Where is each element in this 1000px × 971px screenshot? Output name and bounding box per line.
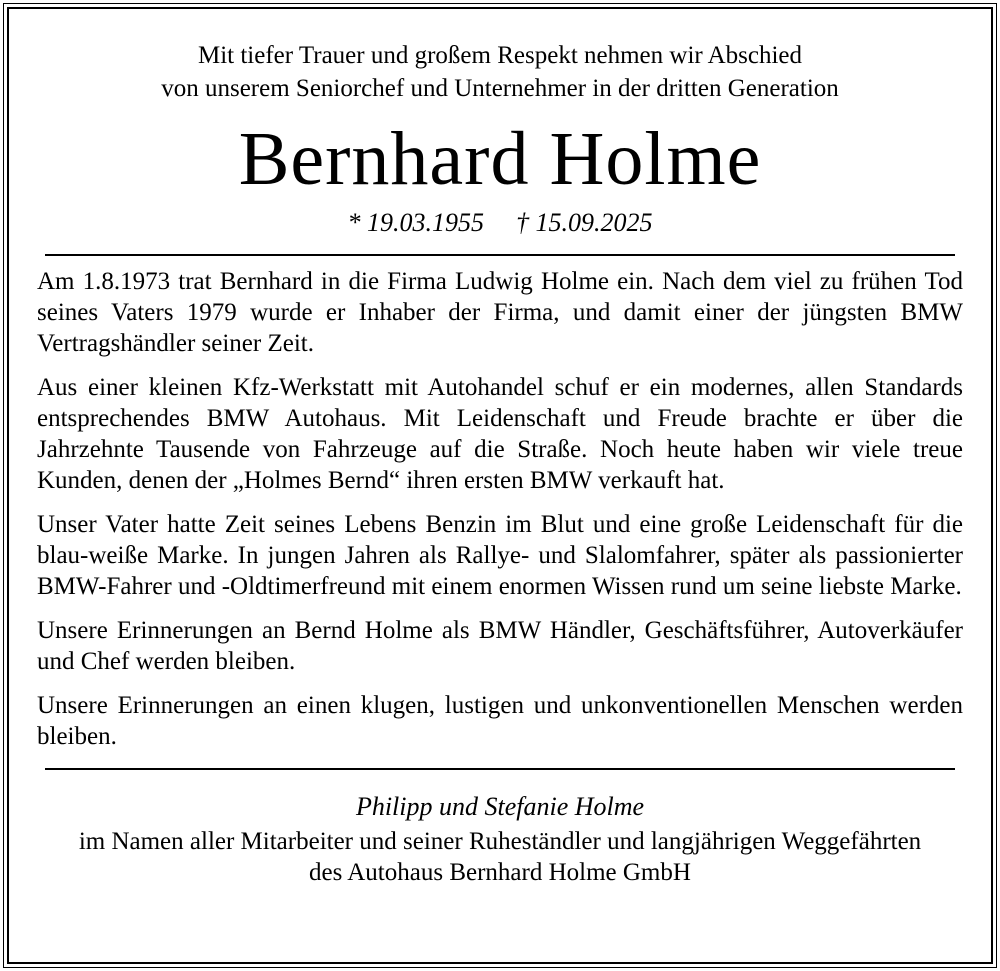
intro-line-1: Mit tiefer Trauer und großem Respekt nehmen wir Abschied [197,42,803,69]
footer-line-1: im Namen aller Mitarbeiter und seiner Ruheständler und langjährigen Weggefährten [78,828,922,855]
top-divider [45,254,955,256]
obituary-body [37,266,963,752]
outer-border [3,3,997,968]
bottom-divider [45,768,955,770]
paragraph-2: Aus einer kleinen Kfz-Werkstatt mit Autohandel schuf er ein modernes, allen Standards entsprechendes BMW Autohaus. Mit Leidenschaft und Freude brachte er über die Jahrzehnte Tausende von Fahrzeuge auf die Straße. Noch heute haben wir viele treue Kunden, denen der „Holmes Bernd“ ihren ersten BMW verkauft hat. [37,374,963,494]
paragraph-4: Unsere Erinnerungen an Bernd Holme als BMW Händler, Geschäftsführer, Autoverkäufer und Chef werden bleiben. [37,617,963,675]
paragraph-1: Am 1.8.1973 trat Bernhard in die Firma Ludwig Holme ein. Nach dem viel zu frühen Tod seines Vaters 1979 wurde er Inhaber der Firma, und damit einer der jüngsten BMW Vertragshändler seiner Zeit. [37,268,963,357]
signature-names: Philipp und Stefanie Holme [355,792,645,821]
paragraph-3: Unser Vater hatte Zeit seines Lebens Benzin im Blut und eine große Leidenschaft für die blau-weiße Marke. In jungen Jahren als Rallye- und Slalomfahrer, später als passionierter BMW-Fahrer und -Oldtimerfreund mit einem enormen Wissen rund um seine liebste Marke. [37,511,963,600]
birth-date: * 19.03.1955 [347,208,484,237]
intro-text [37,39,963,105]
intro-line-2: von unserem Seniorchef und Unternehmer in der dritten Generation [161,75,839,102]
life-dates [37,207,963,238]
deceased-name: Bernhard Holme [238,117,762,201]
death-date: † 15.09.2025 [516,208,653,237]
inner-border [7,7,993,964]
footer [37,790,963,888]
paragraph-5: Unsere Erinnerungen an einen klugen, lustigen und unkonventionellen Menschen werden bleiben. [37,692,963,750]
footer-line-2: des Autohaus Bernhard Holme GmbH [309,859,691,886]
